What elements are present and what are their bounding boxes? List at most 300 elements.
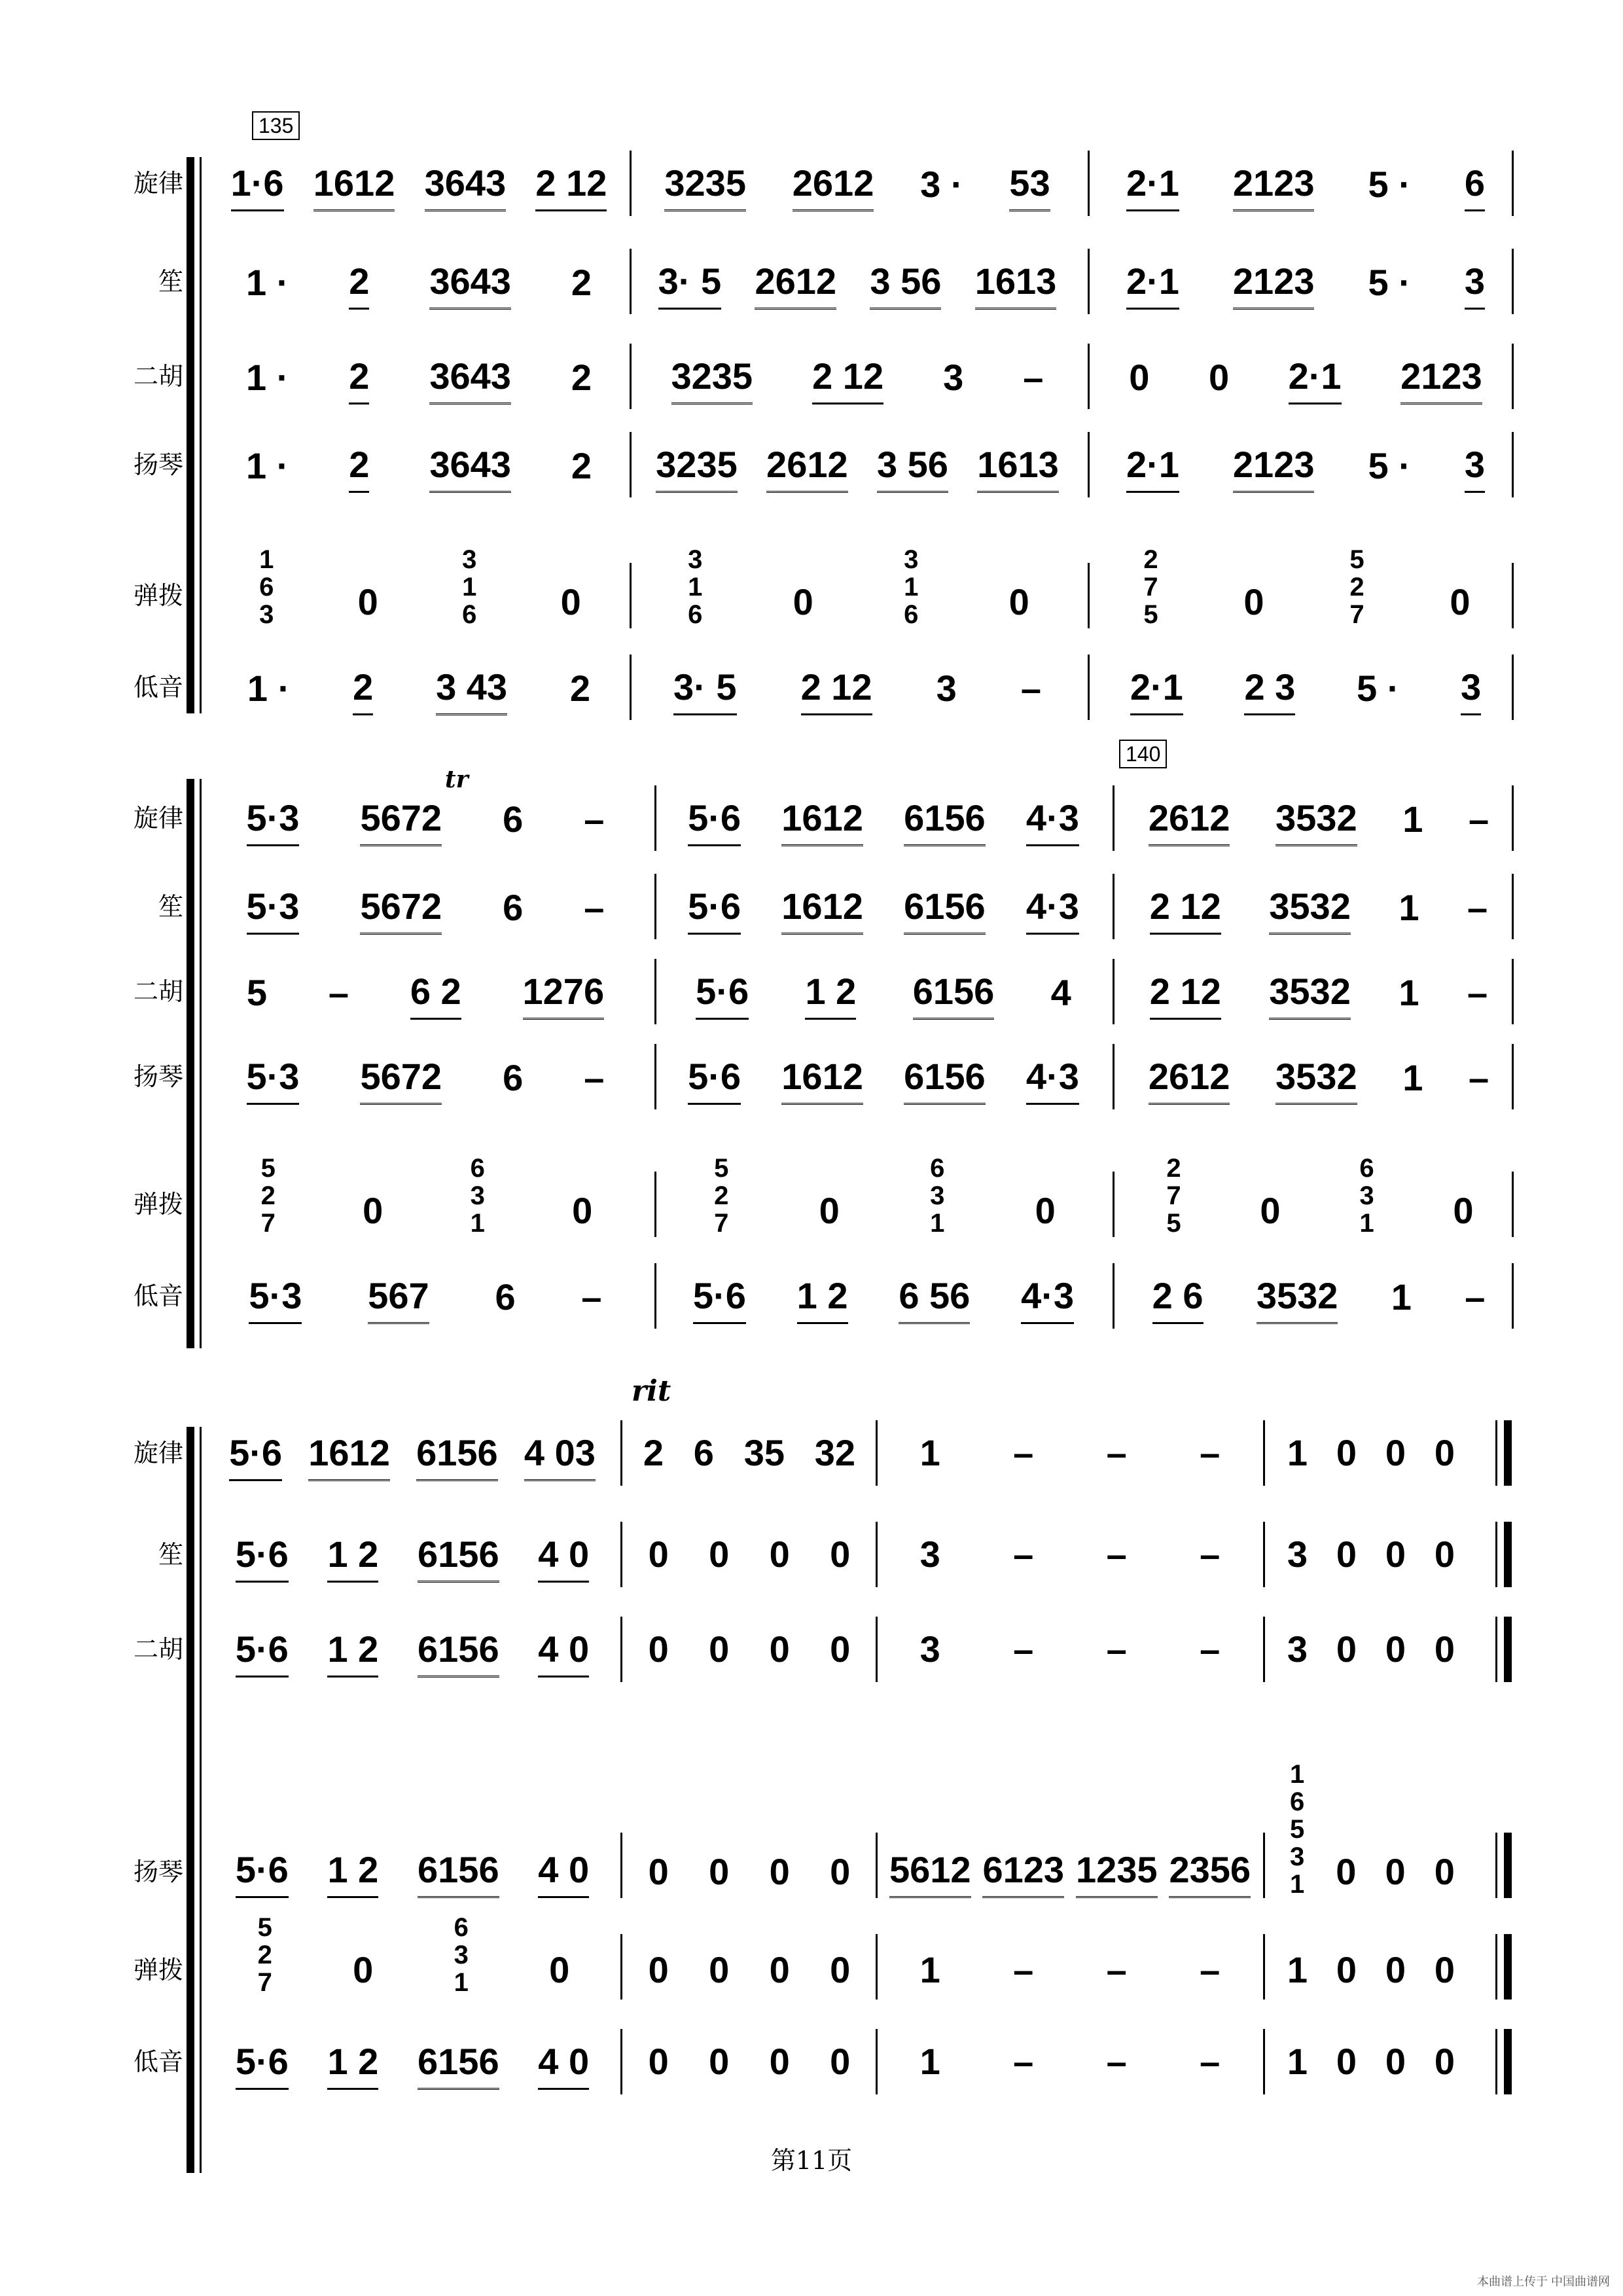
note-group: 0: [1434, 1628, 1455, 1670]
staff-row: [0, 2042, 1623, 2121]
note-group: –: [1469, 798, 1489, 840]
note-group: 0: [353, 1949, 374, 1990]
barline: [1512, 249, 1514, 314]
note-group: 5672: [360, 1057, 442, 1105]
note-group: 6156: [904, 1057, 986, 1105]
staff-row: [0, 798, 1623, 877]
barline: [1512, 655, 1514, 720]
note-group: 0: [560, 581, 581, 622]
note-group: 0: [769, 1534, 790, 1575]
note-group: 5·6: [236, 2042, 289, 2090]
note-group: 2 12: [535, 164, 607, 211]
note-group: 4·3: [1026, 798, 1079, 846]
chord: [901, 546, 921, 628]
barline: [1088, 655, 1090, 720]
note-group: 2 3: [1244, 668, 1295, 715]
note-group: 0: [1336, 1432, 1357, 1473]
staff-row: [0, 1057, 1623, 1136]
note-group: 0: [1008, 581, 1029, 622]
chord-note: 5: [714, 1154, 729, 1183]
final-barline: [1504, 1833, 1512, 1898]
note-group: 6156: [418, 1850, 499, 1898]
chord-note: 5: [1143, 600, 1158, 629]
note-group: 0: [1450, 581, 1471, 622]
note-group: 0: [709, 1949, 730, 1990]
chord-note: 3: [259, 600, 274, 629]
note-group: 0: [769, 1628, 790, 1670]
barline: [1495, 1617, 1497, 1682]
note-group: 3: [1287, 1534, 1308, 1575]
final-barline: [1504, 1522, 1512, 1587]
note-group: –: [581, 1276, 602, 1318]
staff-row: [0, 1535, 1623, 1613]
note-group: 0: [1385, 1949, 1406, 1990]
note-group: 0: [1336, 1628, 1357, 1670]
barline: [620, 2029, 622, 2094]
note-group: 0: [648, 2041, 669, 2082]
barline: [620, 1934, 622, 2000]
note-group: 0: [648, 1534, 669, 1575]
chord-note: 2: [1349, 573, 1364, 601]
note-group: 1612: [308, 1433, 390, 1481]
barline: [654, 785, 656, 851]
note-group: 1: [1399, 886, 1419, 928]
note-group: 2612: [1149, 798, 1230, 846]
final-barline: [1504, 2029, 1512, 2094]
barline: [1495, 1833, 1497, 1898]
note-group: 3 43: [436, 668, 507, 715]
barline: [620, 1522, 622, 1587]
note-group: 3643: [429, 357, 511, 404]
barline: [876, 1833, 878, 1898]
chord-note: 1: [1359, 1209, 1374, 1238]
chord: [927, 1155, 947, 1237]
measure: [216, 524, 622, 628]
barline: [654, 1172, 656, 1237]
staff-row: [0, 1132, 1623, 1238]
note-group: 0: [1336, 1851, 1357, 1892]
chord-note: 6: [688, 600, 703, 629]
measure: [216, 1132, 635, 1237]
note-group: –: [1013, 1432, 1034, 1473]
note-group: 1612: [781, 1057, 863, 1105]
barline: [876, 1420, 878, 1486]
measure: [216, 668, 622, 715]
note-group: 1: [919, 1949, 940, 1990]
instrument-label: 低音: [133, 673, 183, 702]
note-group: 4 0: [538, 2042, 589, 2090]
staff-row: [0, 668, 1623, 746]
barline: [620, 1420, 622, 1486]
note-group: 6156: [416, 1433, 498, 1481]
note-group: 1 ·: [245, 356, 289, 398]
chord-note: 6: [930, 1154, 945, 1183]
note-group: 0: [1129, 356, 1150, 398]
chord: [685, 546, 705, 628]
instrument-label: 扬琴: [133, 1857, 183, 1886]
note-group: –: [1106, 2041, 1127, 2082]
note-group: 2 12: [1150, 887, 1221, 935]
staff-row: [0, 887, 1623, 965]
note-group: 0: [648, 1851, 669, 1892]
note-group: 4: [1050, 971, 1071, 1013]
measure: [628, 1535, 870, 1581]
note-group: –: [1467, 886, 1488, 928]
note-group: 5 ·: [1368, 163, 1411, 205]
note-group: 4 0: [538, 1850, 589, 1898]
note-group: 3235: [671, 357, 753, 404]
note-group: 6: [495, 1276, 516, 1318]
note-group: 1 ·: [245, 444, 289, 486]
chord-note: 3: [930, 1181, 945, 1210]
measure: [883, 1433, 1257, 1479]
measure: [641, 164, 1073, 211]
chord-note: 3: [462, 545, 477, 574]
note-group: 0: [819, 1190, 840, 1231]
barline: [620, 1833, 622, 1898]
instrument-label: 弹拨: [133, 1956, 183, 1984]
note-group: 3532: [1269, 972, 1351, 1020]
barline: [876, 2029, 878, 2094]
note-group: 0: [1336, 1949, 1357, 1990]
note-group: 2 12: [801, 668, 872, 715]
measure: [668, 887, 1099, 935]
barline: [876, 1522, 878, 1587]
chord: [1347, 546, 1366, 628]
note-group: 0: [1434, 1949, 1455, 1990]
note-group: 5 ·: [1368, 261, 1411, 303]
barline: [1263, 1420, 1265, 1486]
chord: [1357, 1155, 1376, 1237]
measure: [1099, 164, 1512, 211]
note-group: 1613: [977, 445, 1059, 493]
note-group: 5·6: [688, 1057, 741, 1105]
note-group: 0: [830, 1949, 851, 1990]
note-group: –: [584, 886, 605, 928]
note-group: 2: [571, 356, 592, 398]
measure: [216, 164, 622, 211]
measure: [668, 798, 1099, 846]
measure: [641, 445, 1073, 493]
barline: [1263, 1833, 1265, 1898]
note-group: 1 2: [327, 1535, 378, 1583]
note-group: 6: [503, 798, 524, 840]
note-group: 2: [349, 262, 369, 310]
note-group: 567: [368, 1276, 429, 1324]
chord-note: 2: [260, 1181, 276, 1210]
note-group: 5·6: [236, 1630, 289, 1677]
barline: [876, 1617, 878, 1682]
barline: [1512, 151, 1514, 216]
note-group: 5672: [360, 887, 442, 935]
note-group: 1 2: [327, 1630, 378, 1677]
measure: [1273, 1898, 1469, 1996]
note-group: 2: [353, 668, 373, 715]
barline: [630, 563, 632, 628]
note-group: 0: [830, 1534, 851, 1575]
barline: [1088, 563, 1090, 628]
note-group: –: [1200, 2041, 1221, 2082]
note-group: 5 ·: [1368, 444, 1411, 486]
barline: [1495, 1420, 1497, 1486]
barline: [1512, 344, 1514, 409]
barline: [1495, 1934, 1497, 2000]
note-group: 6156: [418, 1535, 499, 1583]
chord-note: 5: [1166, 1209, 1181, 1238]
staff-row: [0, 1433, 1623, 1512]
staff-row: [0, 262, 1623, 340]
note-group: 0: [648, 1949, 669, 1990]
note-group: 1: [1399, 971, 1419, 1013]
note-group: 2 12: [812, 357, 883, 404]
chord-note: 7: [1349, 600, 1364, 629]
chord-note: 1: [930, 1209, 945, 1238]
note-group: 0: [549, 1949, 570, 1990]
barline: [1113, 959, 1115, 1024]
chord: [1141, 546, 1160, 628]
rehearsal-mark: 135: [252, 111, 300, 140]
note-group: 0: [357, 581, 378, 622]
measure: [668, 1132, 1099, 1237]
note-group: 0: [793, 581, 813, 622]
note-group: 4·3: [1021, 1276, 1074, 1324]
barline: [876, 1934, 878, 2000]
note-group: 32: [814, 1432, 856, 1473]
note-group: 5 ·: [1356, 667, 1400, 709]
staff-row: [0, 1630, 1623, 1708]
measure: [1099, 262, 1512, 310]
chord: [1164, 1155, 1183, 1237]
barline: [1088, 249, 1090, 314]
barline: [1113, 785, 1115, 851]
note-group: 5: [246, 971, 268, 1013]
measure: [216, 1433, 609, 1481]
note-group: 0: [769, 2041, 790, 2082]
note-group: 5·3: [247, 887, 300, 935]
measure: [628, 1433, 870, 1479]
measure: [1126, 887, 1512, 935]
note-group: 0: [1453, 1190, 1474, 1231]
note-group: 3: [919, 1534, 940, 1575]
measure: [216, 1767, 609, 1898]
note-group: 1612: [313, 164, 395, 211]
note-group: 0: [1434, 1851, 1455, 1892]
note-group: 6: [503, 1056, 524, 1098]
note-group: 1613: [975, 262, 1057, 310]
note-group: 2612: [755, 262, 836, 310]
note-group: –: [1106, 1534, 1127, 1575]
chord-note: 3: [454, 1941, 469, 1969]
chord-note: 5: [1289, 1815, 1305, 1844]
measure: [216, 262, 622, 310]
note-group: 3235: [656, 445, 738, 493]
note-group: 0: [363, 1190, 383, 1231]
note-group: –: [1200, 1432, 1221, 1473]
instrument-label: 笙: [158, 892, 183, 921]
chord-note: 1: [1289, 1760, 1305, 1789]
measure: [216, 1276, 635, 1324]
note-group: 2 6: [1152, 1276, 1204, 1324]
note-group: –: [1469, 1056, 1489, 1098]
note-group: 6123: [982, 1850, 1064, 1898]
note-group: 3532: [1269, 887, 1351, 935]
measure: [883, 1630, 1257, 1676]
measure: [1126, 798, 1512, 846]
note-group: 5672: [360, 798, 442, 846]
note-group: 2: [349, 357, 369, 404]
note-group: 2: [349, 445, 369, 493]
note-group: 3 56: [870, 262, 941, 310]
note-group: –: [328, 971, 349, 1013]
note-group: 0: [769, 1851, 790, 1892]
note-group: 5·3: [247, 1057, 300, 1105]
note-group: 6 56: [899, 1276, 970, 1324]
note-group: 5·3: [247, 798, 300, 846]
measure: [1273, 1760, 1469, 1899]
barline: [1263, 1522, 1265, 1587]
note-group: 0: [1434, 2041, 1455, 2082]
note-group: –: [1106, 1628, 1127, 1670]
note-group: 0: [1243, 581, 1264, 622]
instrument-label: 低音: [133, 2047, 183, 2076]
barline: [1113, 1263, 1115, 1329]
final-barline: [1504, 1617, 1512, 1682]
measure: [1273, 1433, 1469, 1479]
chord-note: 5: [257, 1913, 272, 1942]
note-group: –: [1013, 2041, 1034, 2082]
note-group: 0: [572, 1190, 593, 1231]
note-group: 2123: [1233, 164, 1315, 211]
barline: [1088, 344, 1090, 409]
note-group: 0: [648, 1628, 669, 1670]
note-group: 0: [830, 2041, 851, 2082]
barline: [1263, 2029, 1265, 2094]
note-group: 3: [943, 356, 964, 398]
instrument-label: 旋律: [133, 1439, 183, 1467]
barline: [1512, 874, 1514, 939]
measure: [883, 1767, 1257, 1898]
note-group: 1·6: [231, 164, 284, 211]
measure: [216, 972, 635, 1020]
measure: [216, 887, 635, 935]
instrument-label: 笙: [158, 1540, 183, 1569]
chord-note: 6: [1289, 1787, 1305, 1816]
note-group: 5·6: [693, 1276, 746, 1324]
chord-note: 3: [1359, 1181, 1374, 1210]
note-group: 3· 5: [658, 262, 722, 310]
barline: [1113, 1172, 1115, 1237]
chord-note: 7: [1143, 573, 1158, 601]
chord-note: 3: [1289, 1842, 1305, 1871]
barline: [630, 344, 632, 409]
note-group: 2: [571, 444, 592, 486]
chord-note: 6: [462, 600, 477, 629]
barline: [630, 655, 632, 720]
note-group: 3: [1465, 445, 1485, 493]
measure: [1126, 972, 1512, 1020]
note-group: 3532: [1275, 1057, 1357, 1105]
note-group: 2123: [1233, 445, 1315, 493]
note-group: 1612: [781, 798, 863, 846]
barline: [1113, 874, 1115, 939]
chord-note: 6: [454, 1913, 469, 1942]
note-group: 0: [1336, 2041, 1357, 2082]
note-group: 0: [1208, 356, 1230, 398]
measure: [216, 1630, 609, 1677]
note-group: 6156: [904, 887, 986, 935]
chord-note: 1: [470, 1209, 485, 1238]
barline: [1495, 1522, 1497, 1587]
measure: [216, 2042, 609, 2090]
note-group: –: [1200, 1628, 1221, 1670]
staff-row: [0, 1898, 1623, 1997]
note-group: 2612: [1149, 1057, 1230, 1105]
note-group: 6: [503, 886, 524, 928]
measure: [216, 1898, 609, 1996]
instrument-label: 笙: [158, 267, 183, 296]
chord-note: 5: [1349, 545, 1364, 574]
measure: [1099, 445, 1512, 493]
instrument-label: 低音: [133, 1282, 183, 1310]
chord-note: 2: [1143, 545, 1158, 574]
measure: [1273, 2042, 1469, 2088]
note-group: 6 2: [410, 972, 461, 1020]
chord-note: 3: [688, 545, 703, 574]
note-group: 4 03: [524, 1433, 596, 1481]
instrument-label: 二胡: [133, 977, 183, 1006]
note-group: 0: [709, 1534, 730, 1575]
note-group: 0: [830, 1851, 851, 1892]
note-group: 0: [1385, 1851, 1406, 1892]
note-group: 0: [1385, 1628, 1406, 1670]
measure: [628, 1630, 870, 1676]
note-group: –: [1467, 971, 1488, 1013]
note-group: 2·1: [1130, 668, 1183, 715]
trill-mark: tr: [445, 766, 469, 793]
note-group: 0: [709, 1628, 730, 1670]
note-group: 5·6: [688, 887, 741, 935]
note-group: 3: [919, 1628, 940, 1670]
note-group: 1: [1287, 2041, 1308, 2082]
note-group: 1 2: [805, 972, 856, 1020]
note-group: –: [1465, 1276, 1486, 1318]
note-group: –: [1106, 1949, 1127, 1990]
chord-note: 7: [257, 1968, 272, 1997]
measure: [1273, 1630, 1469, 1676]
instrument-label: 扬琴: [133, 1062, 183, 1091]
note-group: 5·6: [236, 1850, 289, 1898]
note-group: 6156: [418, 2042, 499, 2090]
chord: [711, 1155, 731, 1237]
instrument-label: 二胡: [133, 362, 183, 391]
measure: [216, 1057, 635, 1105]
chord: [257, 546, 276, 628]
note-group: –: [1013, 1628, 1034, 1670]
note-group: 35: [743, 1432, 785, 1473]
note-group: 3643: [429, 445, 511, 493]
note-group: –: [1020, 667, 1041, 709]
staff-row: [0, 524, 1623, 629]
note-group: 0: [709, 2041, 730, 2082]
measure: [668, 972, 1099, 1020]
chord-note: 5: [260, 1154, 276, 1183]
note-group: 0: [1260, 1190, 1281, 1231]
note-group: 1 ·: [245, 261, 289, 303]
measure: [1126, 1057, 1512, 1105]
chord: [255, 1914, 275, 1996]
measure: [216, 1535, 609, 1583]
chord-note: 1: [904, 573, 919, 601]
